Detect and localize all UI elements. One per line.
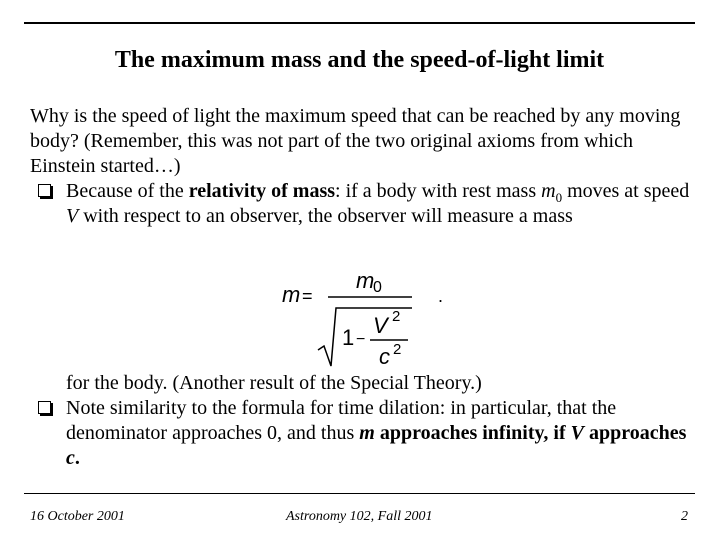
footer-course: Astronomy 102, Fall 2001 (286, 509, 433, 524)
bullet1-text-4: with respect to an observer, the observer will measure a mass (78, 205, 573, 227)
formula-c: c (379, 344, 390, 369)
footer-page-number: 2 (681, 509, 688, 524)
relativistic-mass-formula (280, 266, 460, 372)
bullet1-bold-term: relativity of mass (188, 180, 336, 202)
bullet1-v-symbol: V (66, 205, 79, 227)
bottom-rule (24, 493, 695, 494)
checkbox-bullet-icon (38, 401, 51, 414)
formula-period: . (438, 286, 444, 306)
formula-numerator-subscript: 0 (373, 279, 382, 296)
formula-lhs-m: m (282, 282, 301, 307)
formula-c-exponent: 2 (393, 341, 402, 358)
bullet-time-dilation-similarity (30, 396, 700, 471)
formula-svg (280, 266, 460, 372)
formula-v: V (373, 313, 388, 338)
bullet1-m-symbol: m (541, 180, 556, 202)
slide-title: The maximum mass and the speed-of-light limit (114, 47, 605, 73)
bullet2-v-symbol: V (570, 422, 584, 444)
footer-date: 16 October 2001 (30, 509, 125, 524)
bullet2-bold-2: approaches (583, 422, 687, 444)
formula-equals: = (302, 286, 313, 306)
slide-body (30, 104, 700, 229)
bullet2-text-1: Note similarity to the formula for time dilation: in particular, that the denominator approaches 0, and thus (66, 397, 617, 444)
bullet-relativity-of-mass (30, 179, 700, 229)
formula-numerator-m: m (356, 268, 375, 293)
formula-minus: − (356, 331, 366, 348)
bullet2-m-symbol: m (359, 422, 375, 444)
continuation-line (30, 371, 700, 396)
bullet1-text-3: moves at speed (562, 180, 690, 202)
bullet2-c-symbol: c (66, 447, 75, 469)
formula-v-exponent: 2 (392, 308, 401, 325)
formula-one: 1 (342, 325, 355, 350)
bullet1-text-1: Because of the (66, 180, 189, 202)
bullet1-text-2: : if a body with rest mass (335, 180, 542, 202)
continuation-text: for the body. (Another result of the Special Theory.) (66, 372, 482, 394)
bullet2-end: . (74, 447, 80, 469)
intro-paragraph: Why is the speed of light the maximum speed that can be reached by any moving body? (Remember, this was not part of the two original axioms from which Einstein started…) (30, 105, 681, 177)
bullet2-bold-1: approaches infinity, if (374, 422, 571, 444)
bullet1-m-subscript: 0 (555, 190, 563, 205)
checkbox-bullet-icon (38, 184, 51, 197)
slide-body-continued (30, 371, 700, 471)
top-rule (24, 22, 695, 24)
